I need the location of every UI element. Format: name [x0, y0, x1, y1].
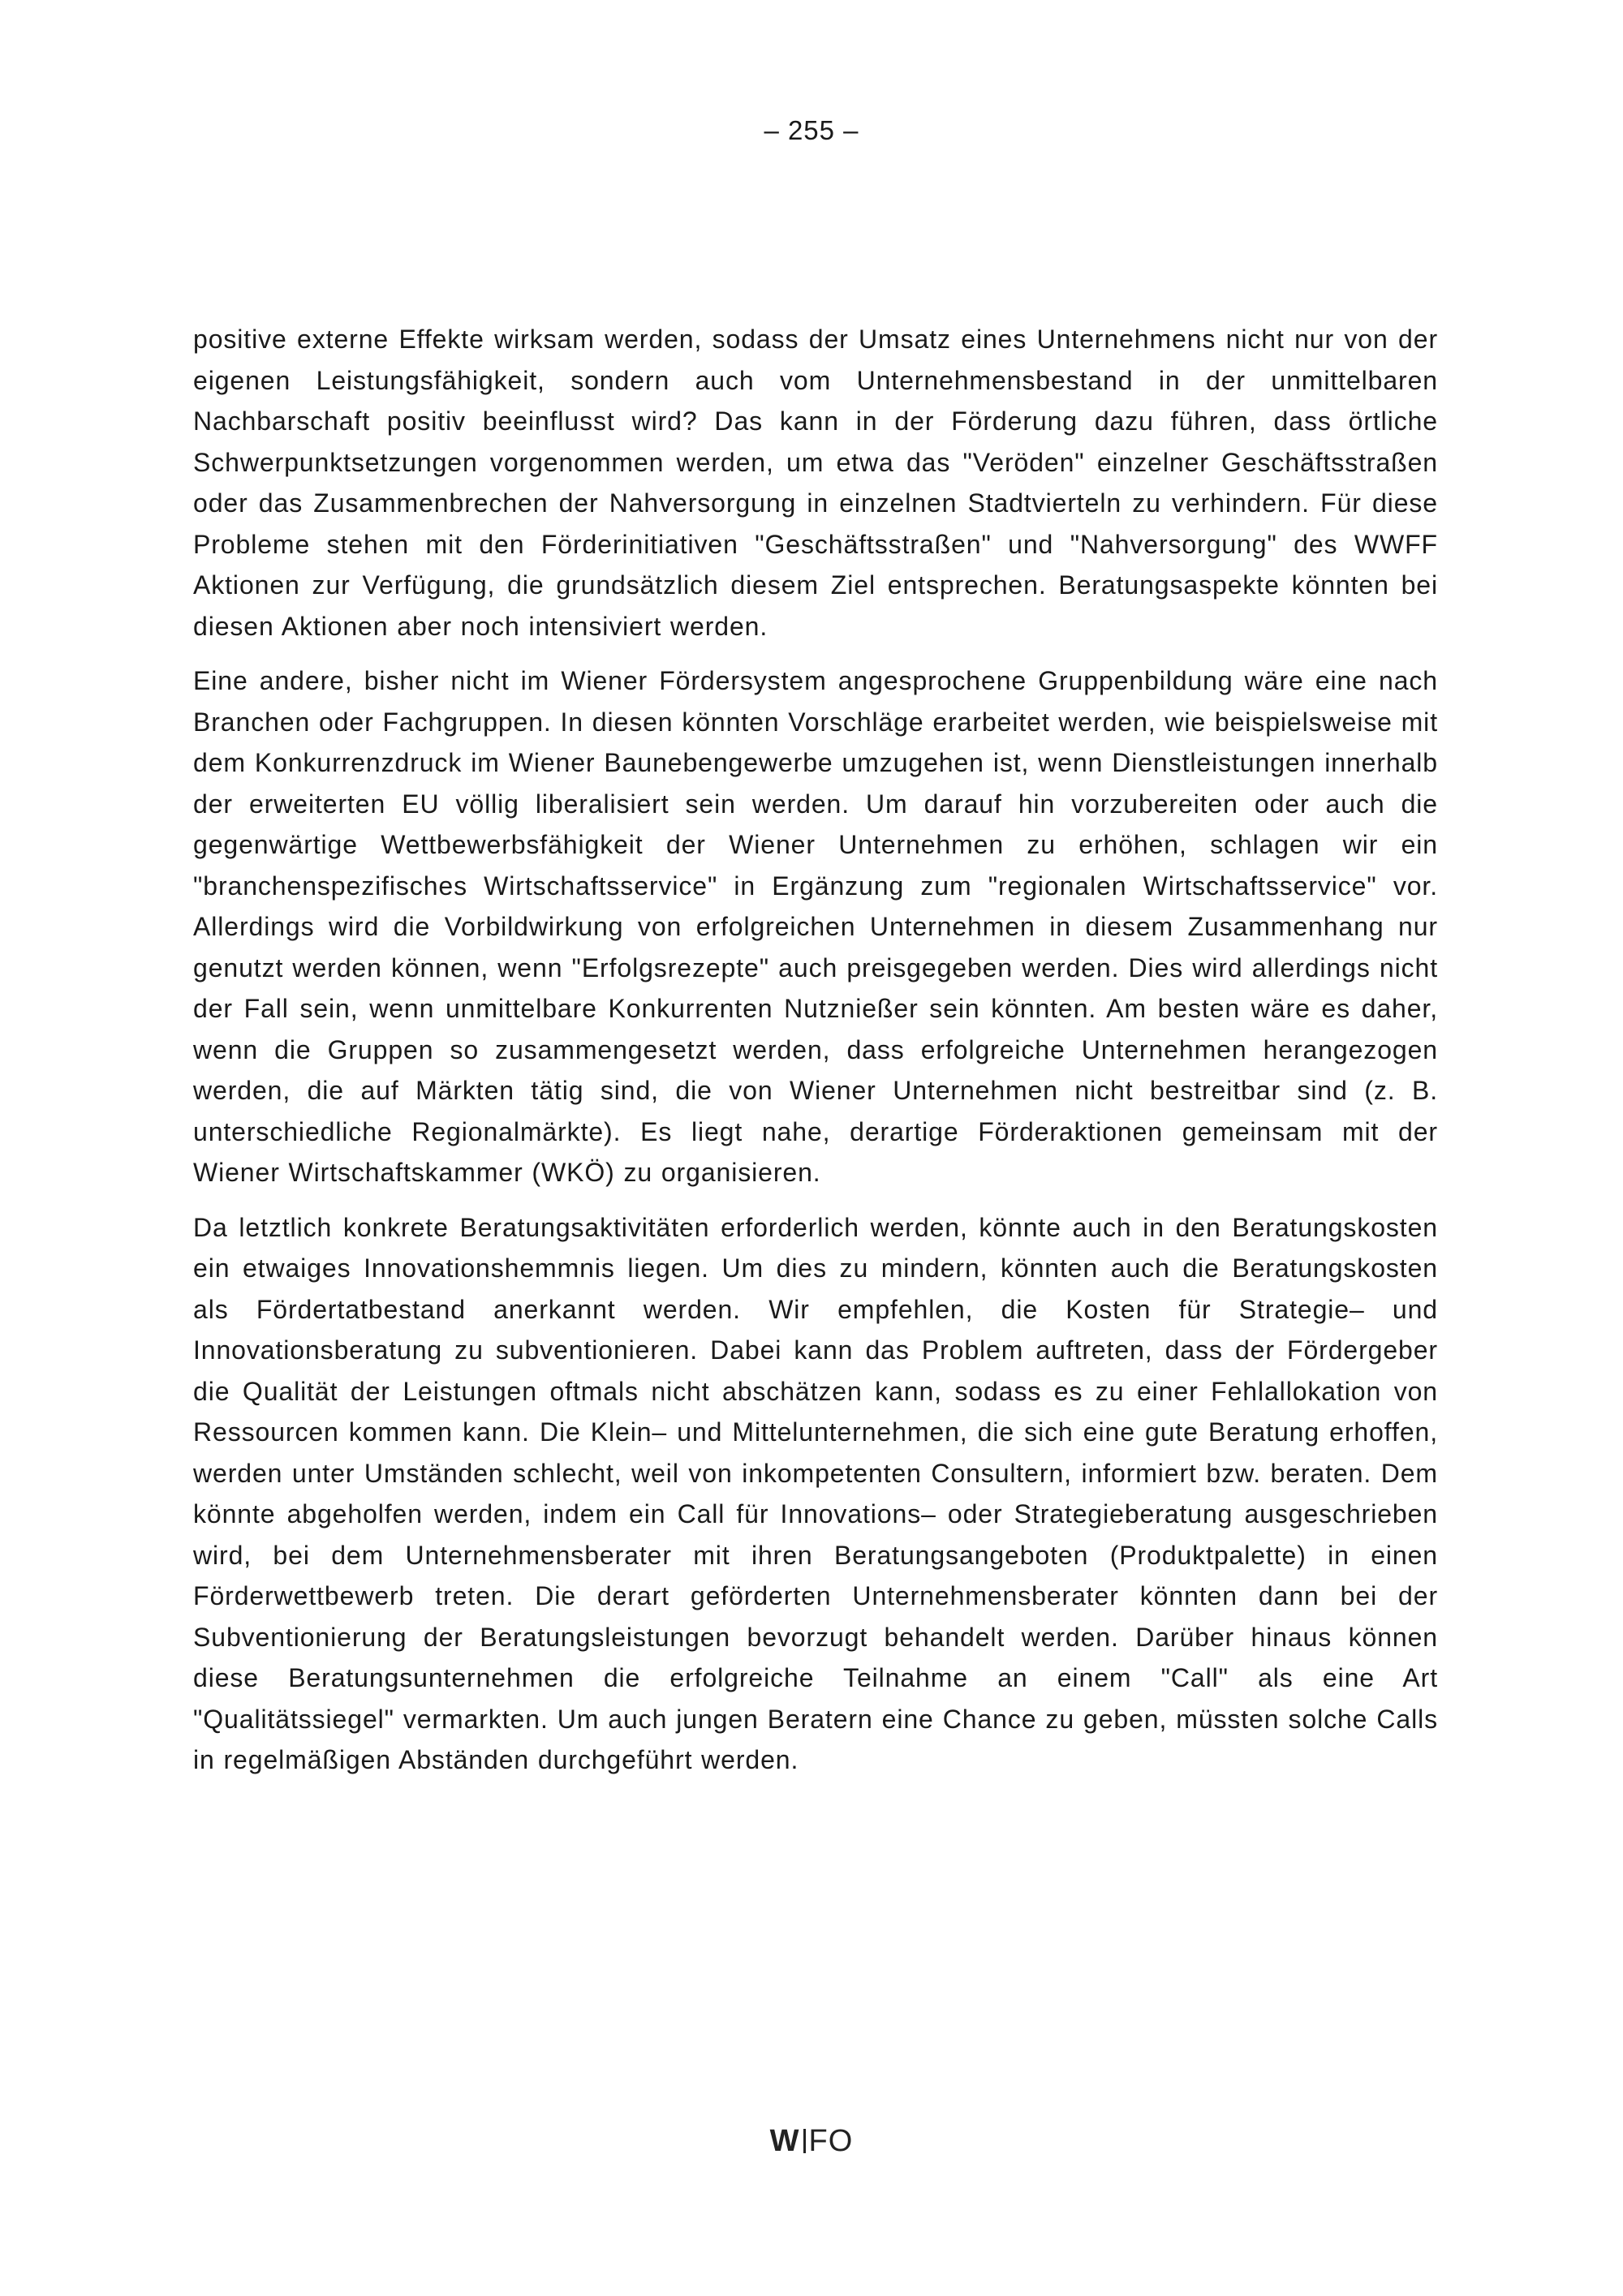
paragraph-3: Da letztlich konkrete Beratungsaktivitäten erforderlich werden, könnte auch in den Beratungskosten ein etwaiges Innovationshemmnis liegen. Um dies zu mindern, könnten auch die Beratungskosten als Fördertatbestand anerkannt werden. Wir empfehlen, die Kosten für Strategie– und Innovationsberatung zu subventionieren. Dabei kann das Problem auftreten, dass der Fördergeber die Qualität der Leistungen oftmals nicht abschätzen kann, sodass es zu einer Fehlallokation von Ressourcen kommen kann. Die Klein– und Mittelunternehmen, die sich eine gute Beratung erhoffen, werden unter Umständen schlecht, weil von inkompetenten Consultern, informiert bzw. beraten. Dem könnte abgeholfen werden, indem ein Call für Innovations– oder Strategieberatung ausgeschrieben wird, bei dem Unternehmensberater mit ihren Beratungsangeboten (Produktpalette) in einen Förderwettbewerb treten. Die derart geförderten Unternehmensberater könnten dann bei der Subventionierung der Beratungsleistungen bevorzugt behandelt werden. Darüber hinaus können diese Beratungsunternehmen die erfolgreiche Teilnahme an einem "Call" als eine Art "Qualitätssiegel" vermarkten. Um auch jungen Beratern eine Chance zu geben, müssten solche Calls in regelmäßigen Abständen durchgeführt werden.	[193, 1212, 1438, 1774]
paragraph-2: Eine andere, bisher nicht im Wiener Fördersystem angesprochene Gruppenbildung wäre eine nach Branchen oder Fachgruppen. In diesen könnten Vorschläge erarbeitet werden, wie beispielsweise mit dem Konkurrenzdruck im Wiener Baunebengewerbe umzugehen ist, wenn Dienstleistungen innerhalb der erweiterten EU völlig liberalisiert sein werden. Um darauf hin vorzubereiten oder auch die gegenwärtige Wettbewerbsfähigkeit der Wiener Unternehmen zu erhöhen, schlagen wir ein "branchenspezifisches Wirtschaftsservice" in Ergänzung zum "regionalen Wirtschaftsservice" vor. Allerdings wird die Vorbildwirkung von erfolgreichen Unternehmen in diesem Zusammenhang nur genutzt werden können, wenn "Erfolgsrezepte" auch preisgegeben werden. Dies wird allerdings nicht der Fall sein, wenn unmittelbare Konkurrenten Nutznießer sein könnten. Am besten wäre es daher, wenn die Gruppen so zusammengesetzt werden, dass erfolgreiche Unternehmen herangezogen werden, die auf Märkten tätig sind, die von Wiener Unternehmen nicht bestreitbar sind (z. B. unterschiedliche Regionalmärkte). Es liegt nahe, derartige Förderaktionen gemeinsam mit der Wiener Wirtschaftskammer (WKÖ) zu organisieren.	[193, 666, 1438, 1187]
logo-bar-icon	[803, 2129, 806, 2153]
wifo-logo	[0, 2124, 1623, 2159]
logo-letter-w: W	[769, 2124, 800, 2158]
logo-letters-fo: FO	[808, 2124, 854, 2158]
body-text	[193, 319, 1438, 1795]
paragraph-1: positive externe Effekte wirksam werden, sodass der Umsatz eines Unternehmens nicht nur von der eigenen Leistungsfähigkeit, sondern auch vom Unternehmensbestand in der unmittelbaren Nachbarschaft positiv beeinflusst wird? Das kann in der Förderung dazu führen, dass örtliche Schwerpunktsetzungen vorgenommen werden, um etwa das "Veröden" einzelner Geschäftsstraßen oder das Zusammenbrechen der Nahversorgung in einzelnen Stadtvierteln zu verhindern. Für diese Probleme stehen mit den Förderinitiativen "Geschäftsstraßen" und "Nahversorgung" des WWFF Aktionen zur Verfügung, die grundsätzlich diesem Ziel entsprechen. Beratungsaspekte könnten bei diesen Aktionen aber noch intensiviert werden.	[193, 325, 1438, 641]
page-number: – 255 –	[764, 115, 859, 145]
